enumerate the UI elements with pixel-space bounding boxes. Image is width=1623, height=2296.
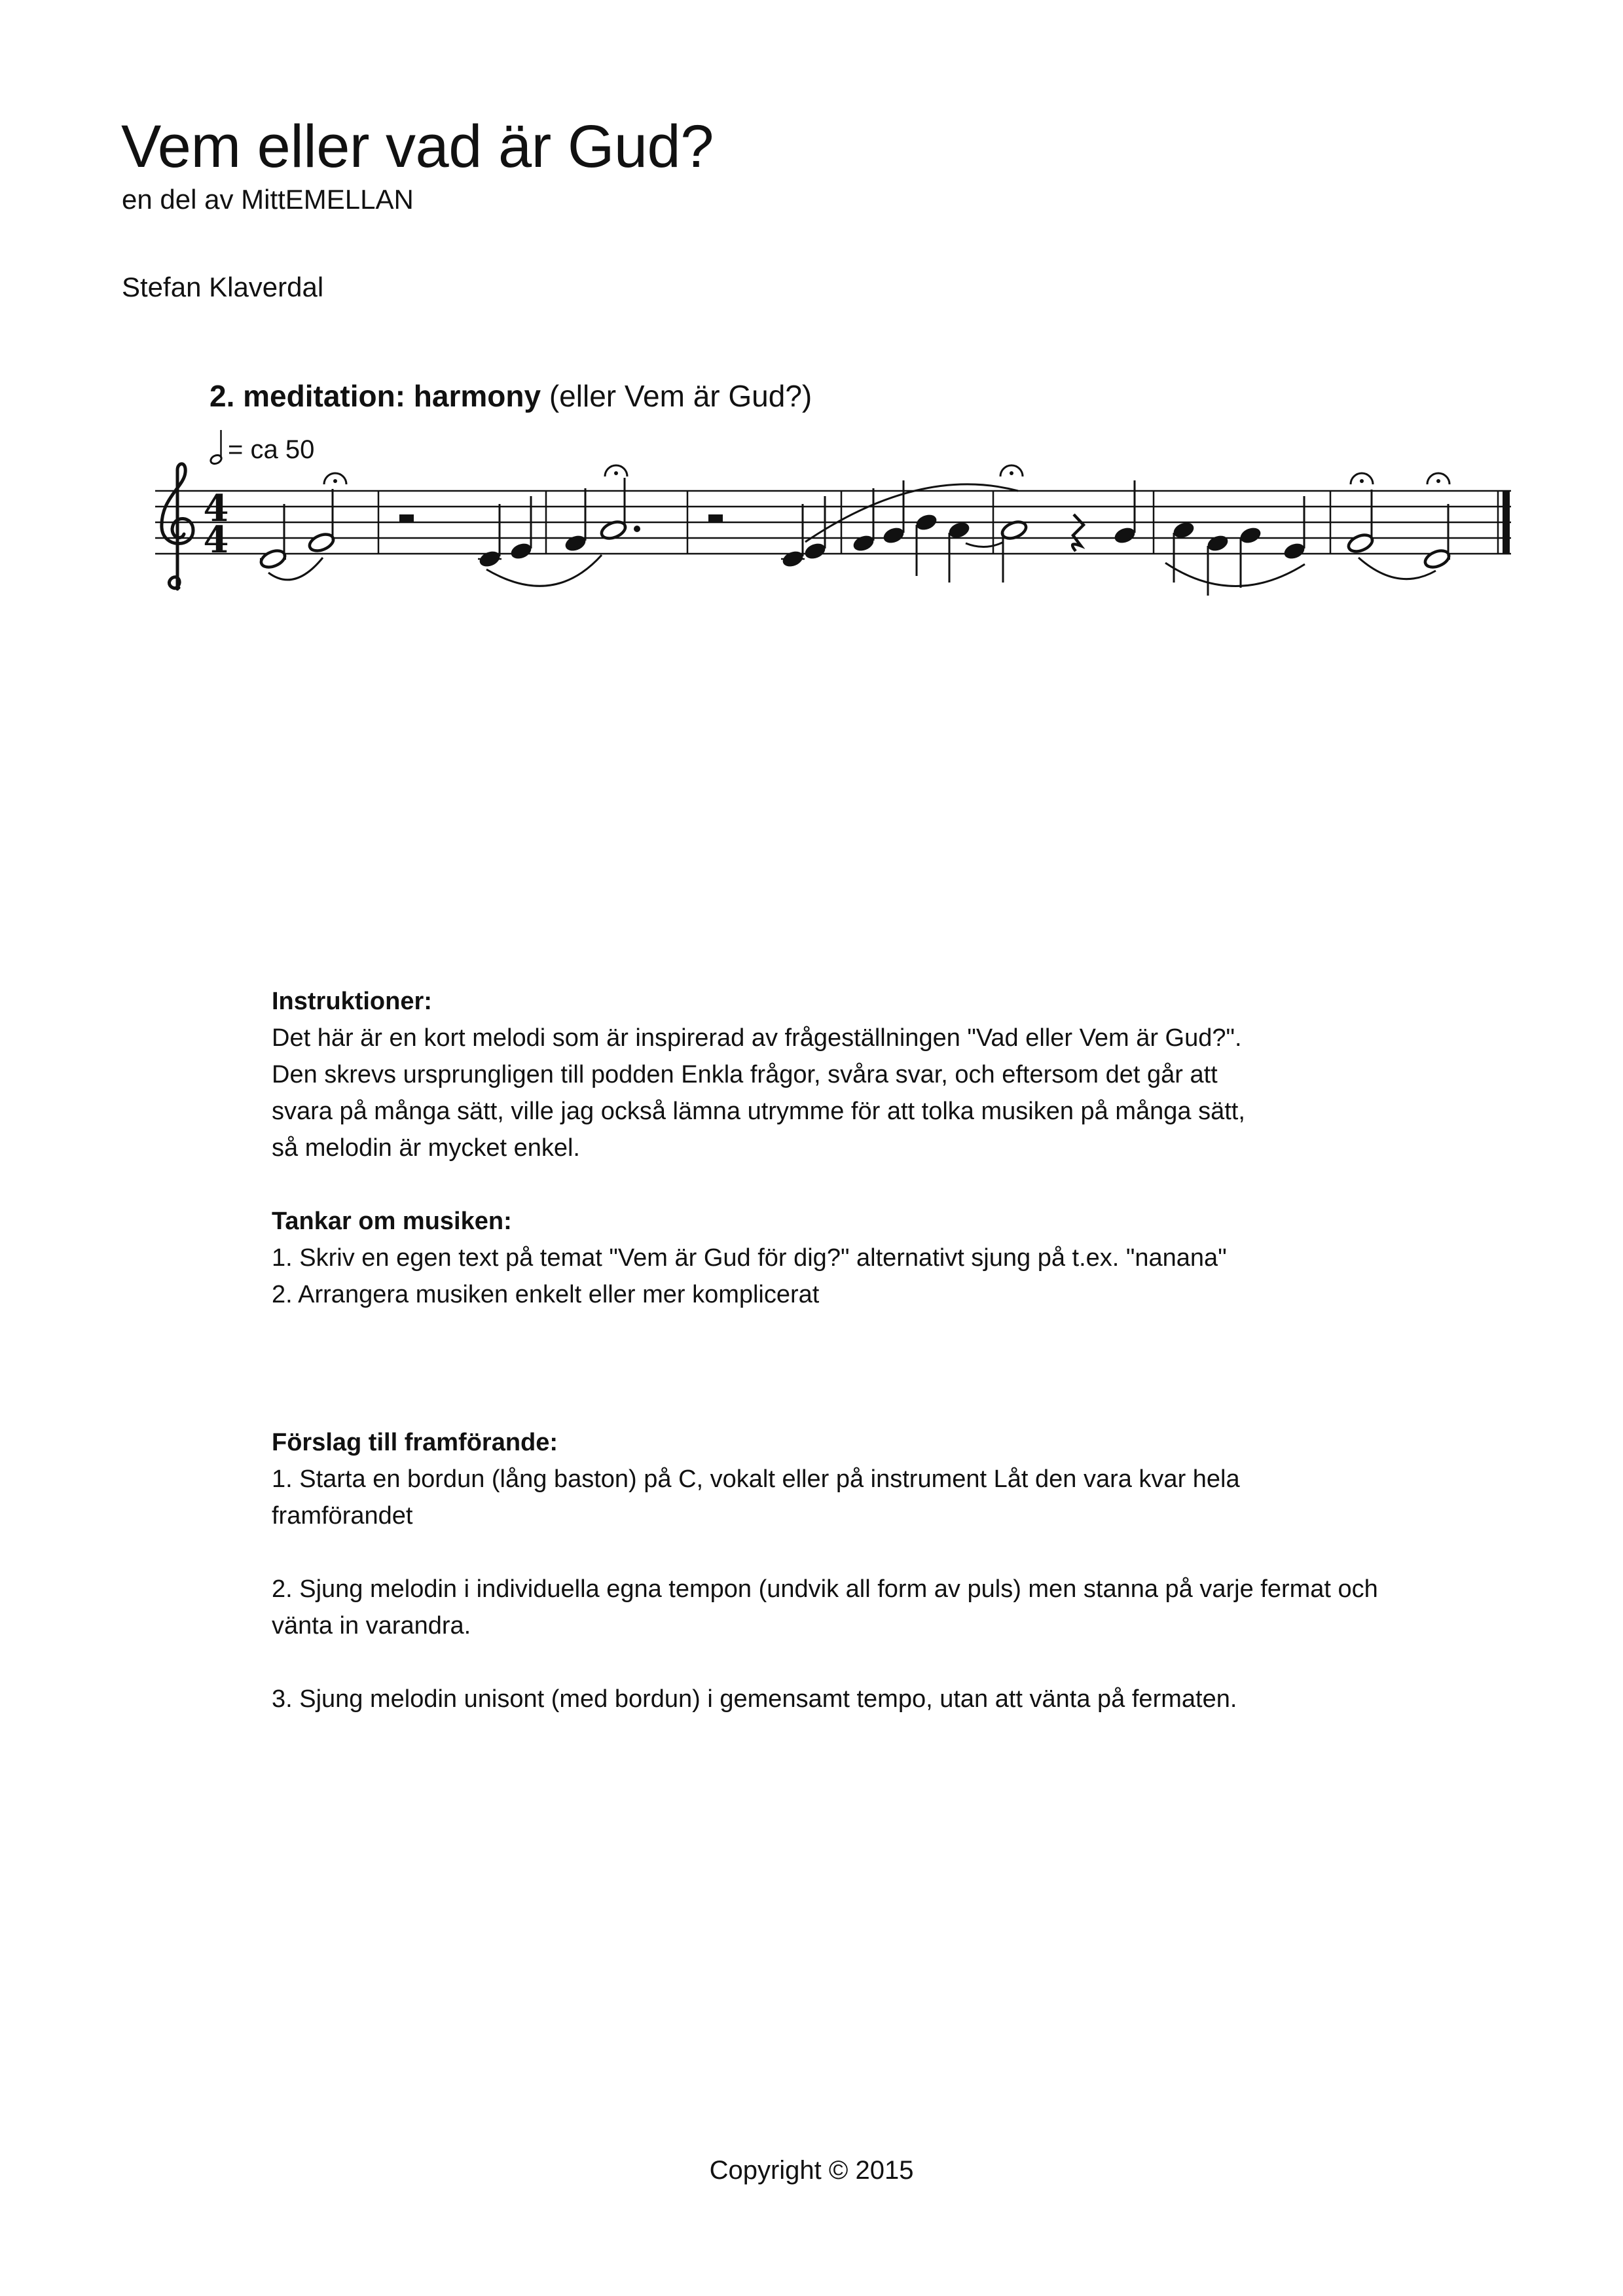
thoughts-line: 2. Arrangera musiken enkelt eller mer komplicerat xyxy=(272,1281,820,1308)
proposal-item: 1. Starta en bordun (lång baston) på C, vokalt eller på instrument Låt den vara kvar hela framförandet xyxy=(272,1465,1240,1530)
instructions-section xyxy=(272,983,1385,1166)
proposal-item: 2. Sjung melodin i individuella egna tempon (undvik all form av puls) men stanna på varje fermat och vänta in varandra. xyxy=(272,1575,1378,1640)
instructions-line: Den skrevs ursprungligen till podden Enkla frågor, svåra svar, och eftersom det går att xyxy=(272,1061,1218,1088)
instructions-heading: Instruktioner: xyxy=(272,988,432,1015)
thoughts-section xyxy=(272,1203,1385,1313)
page-title: Vem eller vad är Gud? xyxy=(121,113,714,180)
page-subtitle: en del av MittEMELLAN xyxy=(122,184,414,215)
time-signature-top: 4 xyxy=(203,487,229,530)
composer-name: Stefan Klaverdal xyxy=(122,272,324,302)
instructions-line: Det här är en kort melodi som är inspirerad av frågeställningen "Vad eller Vem är Gud?". xyxy=(272,1024,1242,1052)
proposal-item: 3. Sjung melodin unisont (med bordun) i gemensamt tempo, utan att vänta på fermaten. xyxy=(272,1685,1237,1713)
treble-clef-icon xyxy=(162,464,193,589)
tempo-text: = ca 50 xyxy=(228,435,315,464)
piece-heading xyxy=(210,378,812,414)
proposals-heading: Förslag till framförande: xyxy=(272,1429,558,1456)
piece-heading-bold: 2. meditation: harmony xyxy=(210,379,541,413)
instructions-line: så melodin är mycket enkel. xyxy=(272,1134,580,1162)
music-staff xyxy=(147,452,1529,615)
thoughts-line: 1. Skriv en egen text på temat "Vem är Gud för dig?" alternativt sjung på t.ex. "nanana" xyxy=(272,1244,1227,1272)
thoughts-heading: Tankar om musiken: xyxy=(272,1208,512,1235)
time-signature-bottom: 4 xyxy=(203,518,229,562)
piece-heading-alt: (eller Vem är Gud?) xyxy=(541,379,812,413)
instructions-line: svara på många sätt, ville jag också lämna utrymme för att tolka musiken på många sätt, xyxy=(272,1098,1245,1125)
proposals-section xyxy=(272,1424,1385,1754)
copyright-footer: Copyright © 2015 xyxy=(709,2156,914,2185)
